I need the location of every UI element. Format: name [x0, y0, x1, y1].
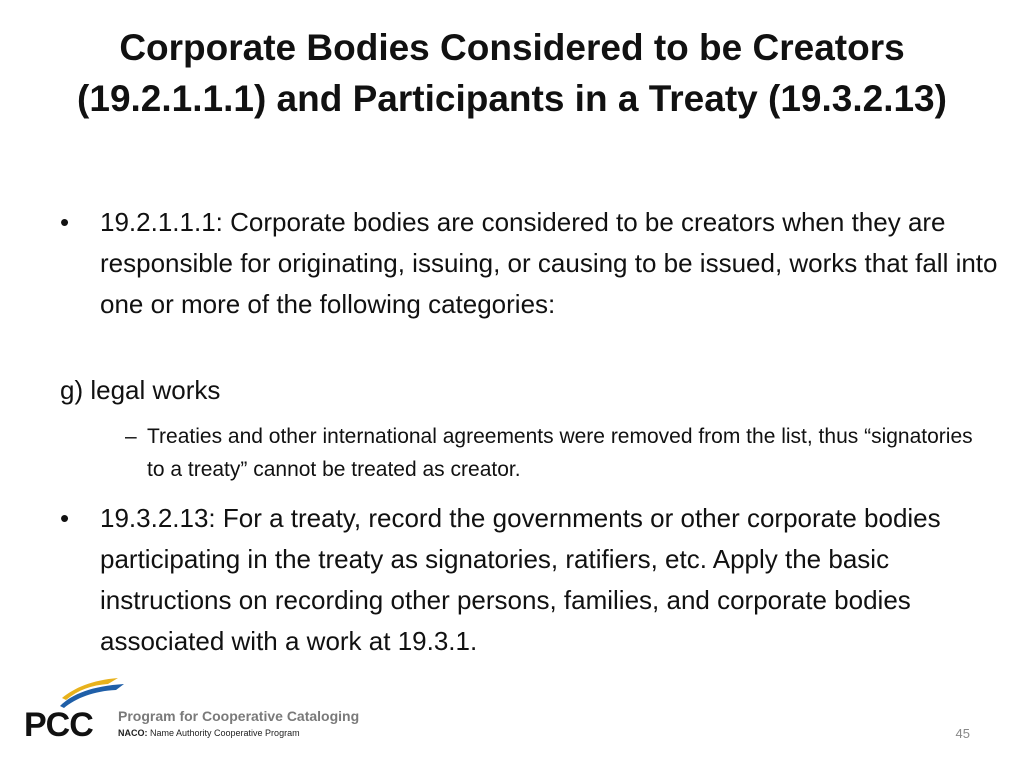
sub-bullet-text: Treaties and other international agreements were removed from the list, thus “signatories to a treaty” cannot be treated as creator. — [147, 425, 973, 481]
pcc-logo-letters: PCC — [24, 706, 93, 744]
naco-subtitle — [118, 728, 300, 738]
slide-number: 45 — [955, 726, 970, 741]
bullet-text: 19.2.1.1.1: Corporate bodies are considered to be creators when they are responsible for originating, issuing, or causing to be issued, works that fall into one or more of the following categories: — [100, 207, 998, 319]
bullet-marker: • — [60, 503, 70, 533]
bullet-marker: • — [60, 207, 70, 237]
pcc-program-name: Program for Cooperative Cataloging — [118, 708, 360, 724]
pcc-logo-swoosh-icon — [58, 676, 128, 710]
sub-bullet-marker: – — [125, 425, 137, 448]
pcc-logo — [24, 676, 384, 746]
legal-works-line: g) legal works — [60, 375, 221, 405]
naco-description: Name Authority Cooperative Program — [147, 728, 300, 738]
naco-label: NACO: — [118, 728, 148, 738]
slide-title: Corporate Bodies Considered to be Creators (19.2.1.1.1) and Participants in a Treaty (19.3.2.13) — [77, 27, 947, 119]
bullet-text: 19.3.2.13: For a treaty, record the governments or other corporate bodies participating in the treaty as signatories, ratifiers, etc. Apply the basic instructions on recording other persons, families, and corporate bodies associated with a work at 19.3.1. — [100, 503, 941, 656]
